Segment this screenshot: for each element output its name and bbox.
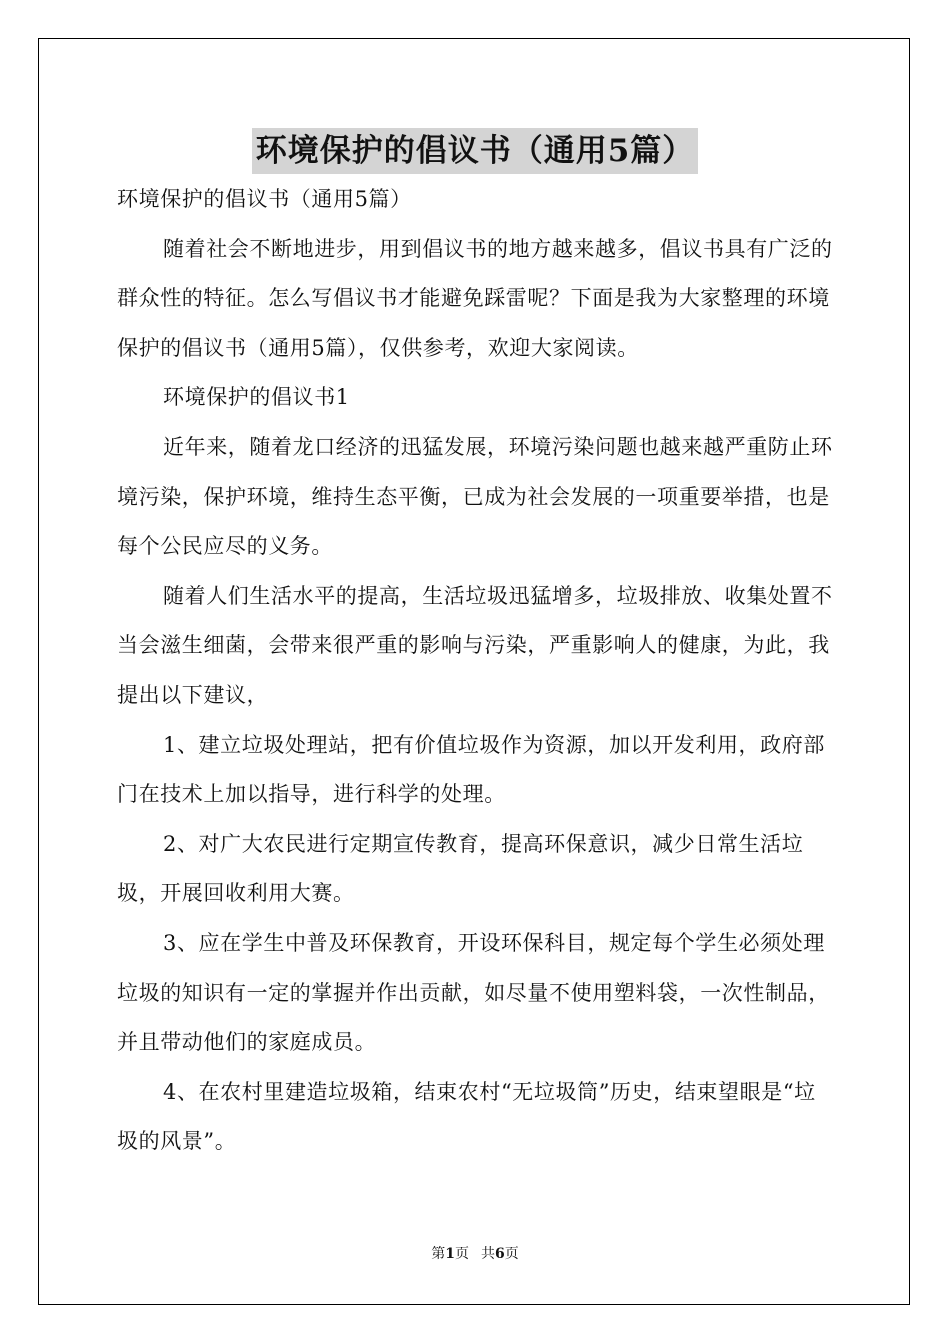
document-title: 环境保护的倡议书（通用5篇） <box>252 128 699 174</box>
document-title-container <box>0 126 950 174</box>
suggestion-item-4: 4、在农村里建造垃圾箱，结束农村“无垃圾筒”历史，结束望眼是“垃圾的风景”。 <box>117 1079 816 1154</box>
page-suffix: 页 <box>455 1246 469 1262</box>
page-number: 1 <box>445 1246 455 1262</box>
page-prefix: 第 <box>431 1246 446 1262</box>
suggestion-item-3: 3、应在学生中普及环保教育，开设环保科目，规定每个学生必须处理垃圾的知识有一定的掌握并作出贡献，如尽量不使用塑料袋，一次性制品，并且带动他们的家庭成员。 <box>117 930 830 1055</box>
suggestion-item-1: 1、建立垃圾处理站，把有价值垃圾作为资源，加以开发利用，政府部门在技术上加以指导，进行科学的处理。 <box>117 732 825 807</box>
subtitle-line: 环境保护的倡议书（通用5篇） <box>117 187 412 211</box>
body-paragraph: 近年来，随着龙口经济的迅猛发展，环境污染问题也越来越严重防止环境污染，保护环境，维持生态平衡，已成为社会发展的一项重要举措，也是每个公民应尽的义务。 <box>117 434 833 559</box>
document-body <box>117 175 833 1167</box>
intro-paragraph: 随着社会不断地进步，用到倡议书的地方越来越多，倡议书具有广泛的群众性的特征。怎么写倡议书才能避免踩雷呢？下面是我为大家整理的环境保护的倡议书（通用5篇），仅供参考，欢迎大家阅读。 <box>117 236 833 360</box>
section-heading: 环境保护的倡议书1 <box>163 385 350 410</box>
total-prefix: 共 <box>481 1246 495 1262</box>
suggestion-item-2: 2、对广大农民进行定期宣传教育，提高环保意识，减少日常生活垃圾，开展回收利用大赛。 <box>117 831 804 906</box>
total-pages: 6 <box>495 1246 505 1262</box>
total-suffix: 页 <box>504 1246 519 1262</box>
page-footer <box>0 1244 950 1264</box>
body-paragraph: 随着人们生活水平的提高，生活垃圾迅猛增多，垃圾排放、收集处置不当会滋生细菌，会带来很严重的影响与污染，严重影响人的健康，为此，我提出以下建议， <box>117 583 833 707</box>
